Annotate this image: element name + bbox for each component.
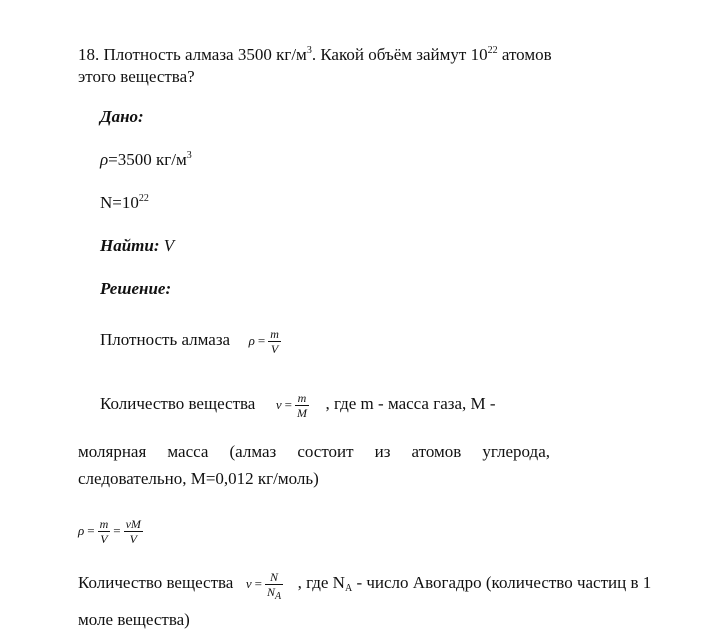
count-base: N=10 [100,193,139,212]
superscript: 3 [306,45,312,56]
problem-statement-line2: этого вещества? [78,67,195,86]
equals-sign: = [87,523,95,538]
solution-heading: Решение: [100,279,172,298]
avogadro-formula-line [78,563,651,604]
last-line: моле вещества) [78,610,190,629]
denominator: V [100,531,108,546]
amount-formula-line [100,386,496,423]
problem-text-b: . Какой объём займут 10 [311,45,488,64]
fraction-m-over-v [268,327,281,356]
denominator: V [129,531,137,546]
numerator: m [295,391,309,406]
rho-symbol: ρ [248,333,255,348]
numerator: N [265,570,283,585]
amount-label: Количество вещества [78,573,234,592]
given-density [100,150,192,170]
nu-symbol: ν [275,397,282,412]
find-heading: Найти: [100,236,160,255]
fraction-N-over-NA [265,569,283,602]
given-count [100,193,149,213]
fraction-nuM-over-v [124,517,143,546]
avogadro-text-a: , где N [297,573,345,592]
find-line [100,236,174,256]
amount-tail: , где m - масса газа, M - [325,394,496,413]
nu-symbol: ν [245,576,252,591]
superscript: 22 [487,45,498,56]
density-value: =3500 кг/м [108,150,187,169]
equals-sign: = [284,397,292,412]
avogadro-text-b: - число Авогадро (количество частиц в 1 [352,573,652,592]
rho-symbol: ρ [78,523,85,538]
equals-sign: = [257,333,266,348]
problem-statement-line1 [78,45,552,65]
superscript: 22 [138,193,149,204]
superscript: 3 [186,150,192,161]
subscript: A [344,583,353,594]
amount-label: Количество вещества [100,394,256,413]
density-formula-line [100,322,281,359]
density-label: Плотность алмаза [100,330,231,349]
molar-mass-line: молярная масса (алмаз состоит из атомов углерода, [78,442,550,461]
rho-symbol: ρ [100,150,109,169]
fraction-m-over-M [295,391,309,420]
numerator: m [270,326,279,341]
combined-formula-line [78,512,143,549]
numerator: νM [125,516,141,531]
problem-text-a: Плотность алмаза 3500 кг/м [103,45,307,64]
fraction-m-over-v [98,517,111,546]
molar-mass-line2: следовательно, M=0,012 кг/моль) [78,469,319,488]
problem-text-c: атомов [497,45,552,64]
subscript: A [275,590,282,602]
denominator [265,584,283,602]
find-value: V [163,236,175,255]
given-heading: Дано: [100,107,144,126]
numerator: m [99,516,109,531]
equals-sign: = [113,523,121,538]
problem-number: 18. [78,45,100,64]
denominator: M [296,405,307,420]
equals-sign: = [254,576,262,591]
denominator-base: N [266,584,275,599]
denominator: V [270,341,279,356]
